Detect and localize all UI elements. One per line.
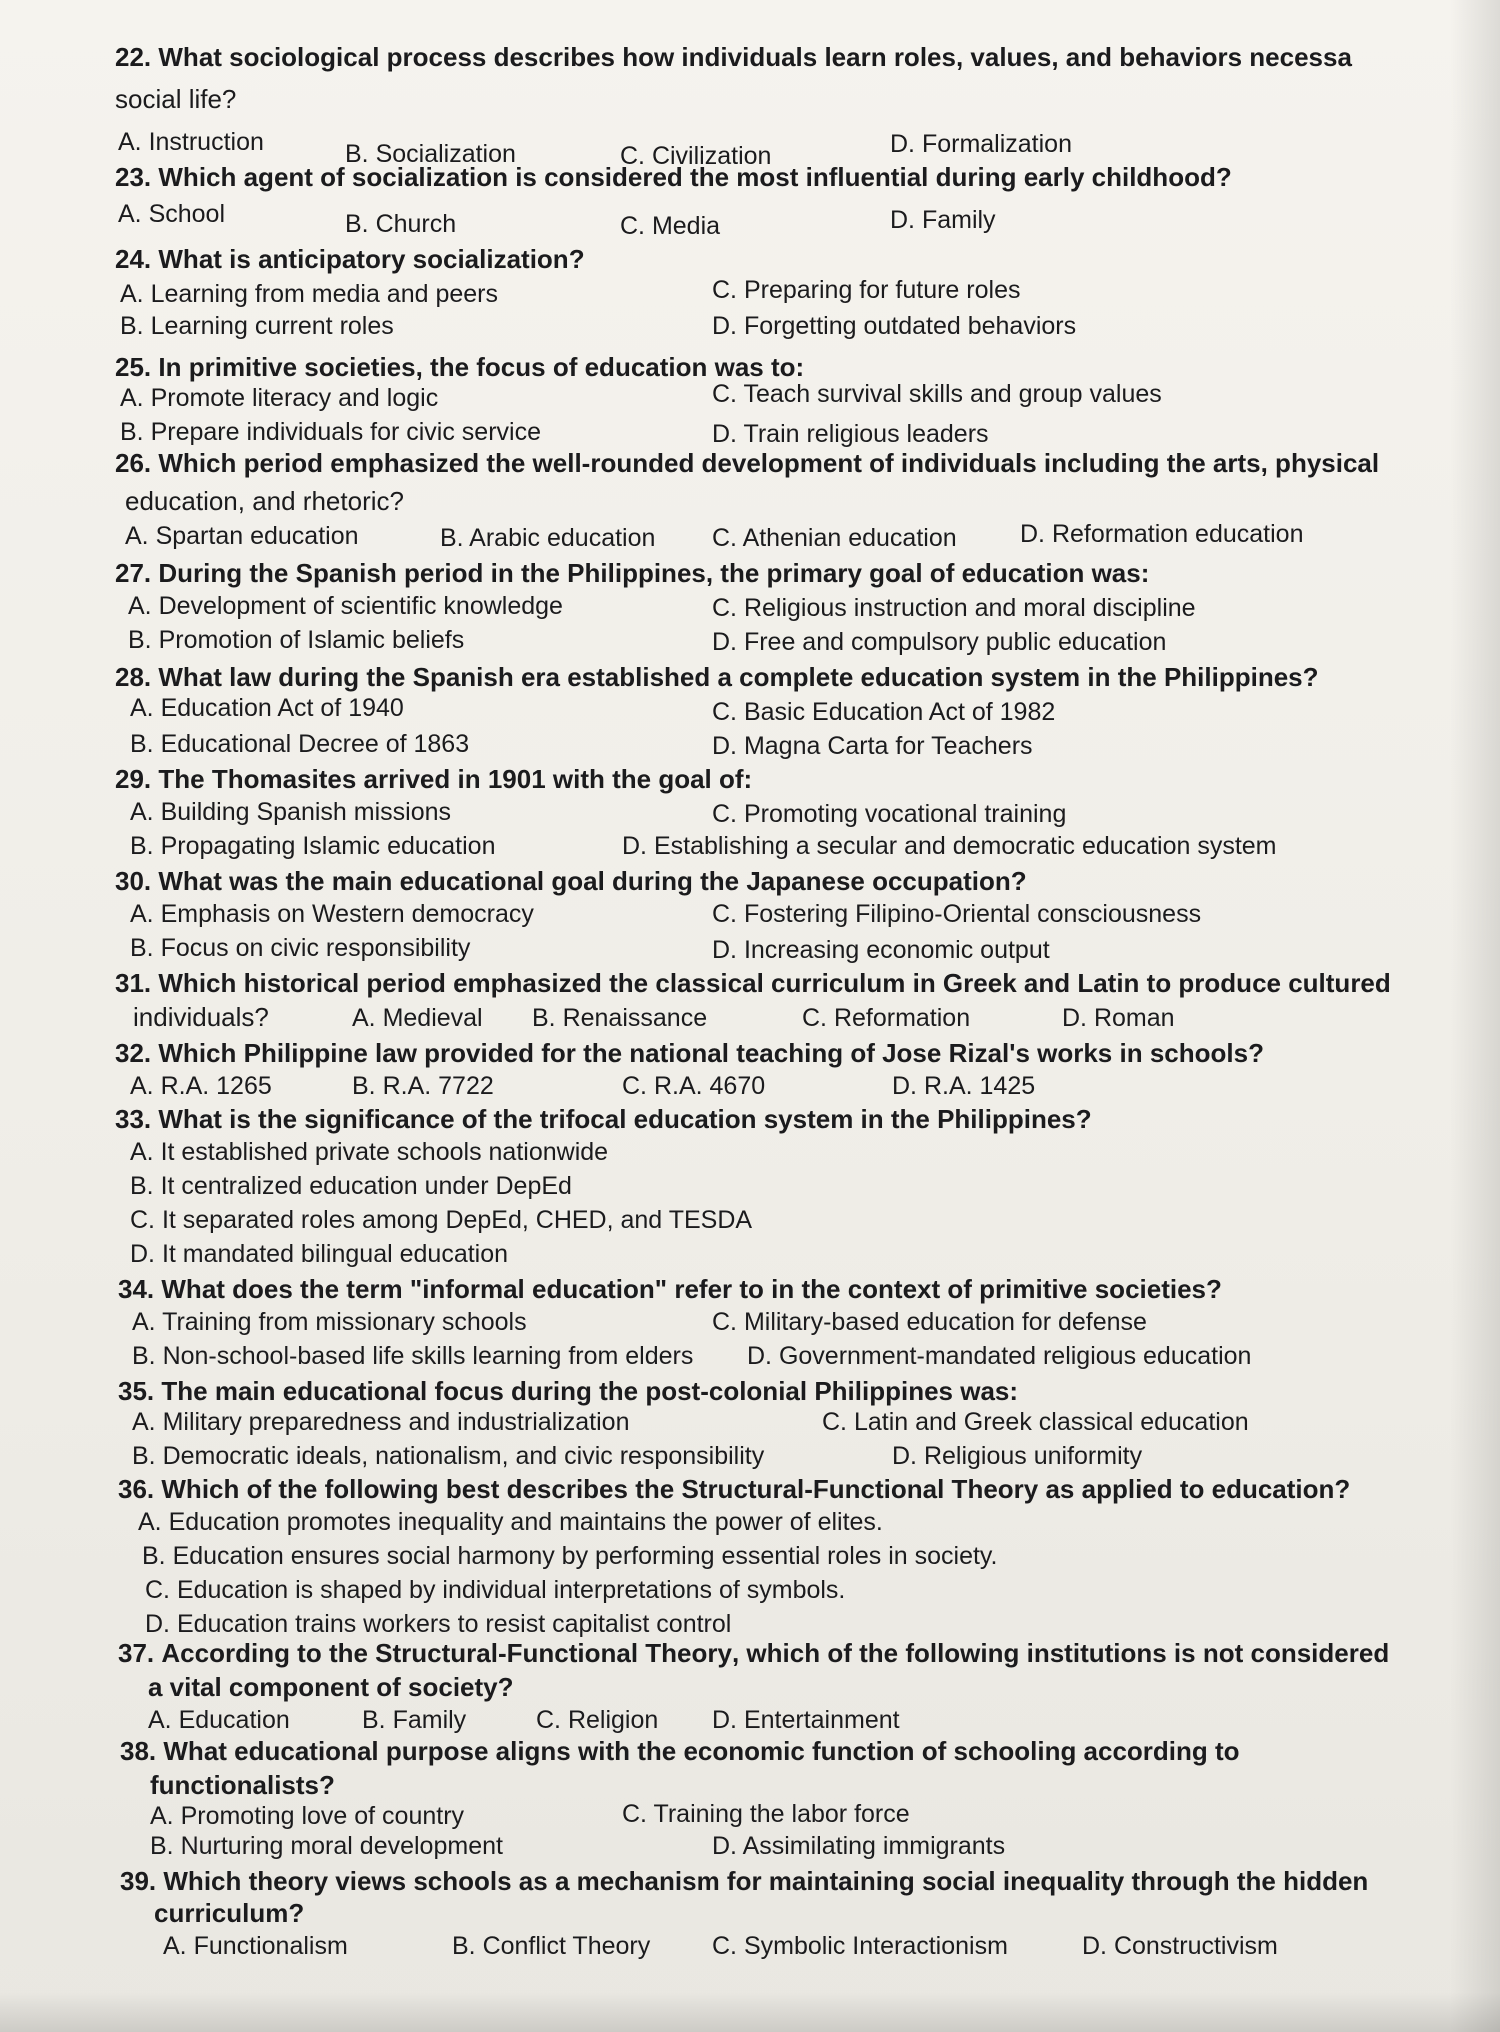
option-c: C. Military-based education for defense xyxy=(712,1308,1147,1336)
question-number: 26. xyxy=(115,448,152,478)
option-c: C. Promoting vocational training xyxy=(712,800,1067,828)
question-number: 34. xyxy=(118,1274,155,1304)
question-number: 25. xyxy=(115,352,152,382)
option-d: D. Forgetting outdated behaviors xyxy=(712,312,1077,340)
question-stem-continued: functionalists? xyxy=(150,1770,335,1800)
option-c: C. Symbolic Interactionism xyxy=(712,1932,1008,1960)
option-d: D. Formalization xyxy=(890,130,1072,158)
option-b: B. Educational Decree of 1863 xyxy=(130,730,470,758)
question-emphasis-3: curriculum xyxy=(154,1898,289,1928)
question-stem: Which Philippine law provided for the national teaching of Jose Rizal's works in schools? xyxy=(158,1038,1264,1068)
option-d: D. Assimilating immigrants xyxy=(712,1832,1006,1860)
question-34 xyxy=(118,1272,1222,1306)
question-number: 33. xyxy=(115,1104,152,1134)
option-a: A. Functionalism xyxy=(163,1932,348,1960)
option-a: A. Education promotes inequality and maintains the power of elites. xyxy=(138,1508,883,1536)
option-c: C. Latin and Greek classical education xyxy=(822,1408,1249,1436)
question-stem: What law during the Spanish era established a complete education system in the Philippines? xyxy=(158,662,1319,692)
option-d: D. Magna Carta for Teachers xyxy=(712,732,1033,760)
option-c: C. Preparing for future roles xyxy=(712,276,1021,304)
question-number: 29. xyxy=(115,764,152,794)
option-c: C. Religious instruction and moral discipline xyxy=(712,594,1196,622)
question-stem: Which theory views schools as a mechanism for maintaining xyxy=(163,1866,922,1896)
option-a: A. Emphasis on Western democracy xyxy=(130,900,534,928)
question-stem: What educational purpose aligns with the xyxy=(163,1736,684,1766)
option-c: C. Reformation xyxy=(802,1004,971,1032)
question-37 xyxy=(118,1636,1389,1670)
question-emphasis: social inequality xyxy=(921,1866,1125,1896)
question-stem-end: as applied to education? xyxy=(1038,1474,1351,1504)
question-stem-continued: social life? xyxy=(115,84,237,114)
question-stem: What sociological process describes how individuals learn roles, values, and behaviors necessa xyxy=(158,42,1352,72)
option-d: D. Roman xyxy=(1062,1004,1175,1032)
question-stem-end: ? xyxy=(568,244,585,274)
option-d: D. Establishing a secular and democratic education system xyxy=(622,832,1277,860)
option-d: D. Free and compulsory public education xyxy=(712,628,1167,656)
question-stem-end: of schooling according to xyxy=(914,1736,1240,1766)
option-a: A. Spartan education xyxy=(125,522,359,550)
question-number: 37. xyxy=(118,1638,155,1668)
question-number: 35. xyxy=(118,1376,155,1406)
question-number: 24. xyxy=(115,244,152,274)
question-stem: What is xyxy=(158,244,259,274)
question-24 xyxy=(115,242,585,276)
question-stem: During the Spanish period in the Philippines, the primary goal of education was: xyxy=(158,558,1150,588)
option-a: A. It established private schools nationwide xyxy=(130,1138,609,1166)
question-stem-end: considered xyxy=(1243,1638,1390,1668)
question-number: 28. xyxy=(115,662,152,692)
question-emphasis: anticipatory socialization xyxy=(258,244,569,274)
question-number: 22. xyxy=(115,42,152,72)
option-b: B. Renaissance xyxy=(532,1004,708,1032)
option-c: C. Training the labor force xyxy=(622,1800,910,1828)
question-number: 23. xyxy=(115,162,152,192)
option-c: C. Athenian education xyxy=(712,524,957,552)
option-b: B. It centralized education under DepEd xyxy=(130,1172,572,1200)
option-a: A. Medieval xyxy=(352,1004,483,1032)
page-bottom-shadow xyxy=(0,1992,1500,2032)
question-stem: In primitive societies, the focus of education was to: xyxy=(158,352,805,382)
option-d: D. Increasing economic output xyxy=(712,936,1050,964)
question-22 xyxy=(115,40,1352,74)
option-a: A. School xyxy=(118,200,226,228)
question-emphasis: Structural-Functional Theory xyxy=(681,1474,1039,1504)
option-d: D. Train religious leaders xyxy=(712,420,989,448)
option-b: B. Arabic education xyxy=(440,524,656,552)
question-stem: What was the main educational goal during the Japanese occupation? xyxy=(158,866,1027,896)
option-a: A. Instruction xyxy=(118,128,264,156)
option-b: B. Promotion of Islamic beliefs xyxy=(128,626,465,654)
question-number: 39. xyxy=(120,1866,157,1896)
option-a: A. Learning from media and peers xyxy=(120,280,498,308)
option-d: D. Entertainment xyxy=(712,1706,900,1734)
option-b: B. Socialization xyxy=(345,140,516,168)
option-d: D. R.A. 1425 xyxy=(892,1072,1036,1100)
option-b: B. Family xyxy=(362,1706,467,1734)
question-emphasis-2: not xyxy=(1202,1638,1244,1668)
question-31 xyxy=(115,966,1391,1000)
question-25 xyxy=(115,350,804,384)
option-b: B. Propagating Islamic education xyxy=(130,832,496,860)
option-c: C. Civilization xyxy=(620,142,772,170)
question-stem: The main educational focus during the post-colonial Philippines was: xyxy=(161,1376,1019,1406)
option-c: C. Fostering Filipino-Oriental consciousness xyxy=(712,900,1202,928)
option-a: A. Military preparedness and industrialization xyxy=(132,1408,630,1436)
question-stem-mid: through the xyxy=(1124,1866,1284,1896)
question-stem-mid: , which of the following institutions is xyxy=(731,1638,1203,1668)
question-emphasis: Structural-Functional Theory xyxy=(375,1638,732,1668)
question-35 xyxy=(118,1374,1018,1408)
option-b: B. Non-school-based life skills learning from elders xyxy=(132,1342,694,1370)
question-23 xyxy=(115,160,1232,194)
option-a: A. Training from missionary schools xyxy=(132,1308,527,1336)
question-stem: According to the xyxy=(161,1638,376,1668)
question-stem-continued: education, and rhetoric? xyxy=(125,486,404,516)
question-36 xyxy=(118,1472,1350,1506)
option-d: D. Constructivism xyxy=(1082,1932,1278,1960)
question-33 xyxy=(115,1102,1092,1136)
question-38 xyxy=(120,1734,1240,1768)
option-c: C. It separated roles among DepEd, CHED, and TESDA xyxy=(130,1206,753,1234)
question-27 xyxy=(115,556,1149,590)
question-stem: The Thomasites arrived in 1901 with the goal of: xyxy=(158,764,753,794)
question-stem: Which historical period emphasized the classical curriculum in Greek and Latin to produce cultured xyxy=(158,968,1391,998)
question-stem: What is the significance of the trifocal education system in the Philippines? xyxy=(158,1104,1092,1134)
question-stem-end: refer to in the context of primitive societies? xyxy=(667,1274,1222,1304)
option-a: A. Building Spanish missions xyxy=(130,798,451,826)
option-d: D. Reformation education xyxy=(1020,520,1304,548)
option-b: B. Prepare individuals for civic service xyxy=(120,418,541,446)
question-number: 38. xyxy=(120,1736,157,1766)
option-b: B. Democratic ideals, nationalism, and civic responsibility xyxy=(132,1442,765,1470)
question-30 xyxy=(115,864,1027,898)
option-a: A. Education xyxy=(148,1706,290,1734)
question-stem-continued: individuals? xyxy=(133,1002,269,1032)
option-c: C. Media xyxy=(620,212,721,240)
question-number: 27. xyxy=(115,558,152,588)
question-stem-end: ? xyxy=(288,1898,305,1928)
option-c: C. Teach survival skills and group values xyxy=(712,380,1162,408)
option-b: B. R.A. 7722 xyxy=(352,1072,494,1100)
question-stem: Which of the following best describes the xyxy=(161,1474,682,1504)
question-stem-continued: a vital component of society? xyxy=(148,1672,514,1702)
question-stem: What does the term xyxy=(161,1274,410,1304)
option-b: B. Conflict Theory xyxy=(452,1932,651,1960)
question-39 xyxy=(120,1864,1368,1898)
question-number: 32. xyxy=(115,1038,152,1068)
option-a: A. Education Act of 1940 xyxy=(130,694,404,722)
page-edge-shadow xyxy=(1450,0,1500,2032)
option-a: A. Promoting love of country xyxy=(150,1802,465,1830)
option-c: C. Basic Education Act of 1982 xyxy=(712,698,1056,726)
question-number: 31. xyxy=(115,968,152,998)
question-stem: Which agent of socialization is considered the most influential during early childhood? xyxy=(158,162,1232,192)
option-b: B. Church xyxy=(345,210,457,238)
option-c: C. Religion xyxy=(536,1706,659,1734)
question-emphasis: economic function xyxy=(683,1736,915,1766)
option-a: A. Development of scientific knowledge xyxy=(128,592,563,620)
question-number: 36. xyxy=(118,1474,155,1504)
question-emphasis: "informal education" xyxy=(409,1274,668,1304)
option-b: B. Focus on civic responsibility xyxy=(130,934,471,962)
option-a: A. Promote literacy and logic xyxy=(120,384,439,412)
question-28 xyxy=(115,660,1319,694)
option-b: B. Learning current roles xyxy=(120,312,394,340)
option-d: D. Education trains workers to resist capitalist control xyxy=(145,1610,732,1638)
question-emphasis-2: hidden xyxy=(1283,1866,1369,1896)
option-d: D. Government-mandated religious education xyxy=(747,1342,1252,1370)
option-b: B. Nurturing moral development xyxy=(150,1832,503,1860)
option-c: C. R.A. 4670 xyxy=(622,1072,766,1100)
question-32 xyxy=(115,1036,1264,1070)
question-stem-continued xyxy=(154,1896,304,1930)
option-d: D. Family xyxy=(890,206,996,234)
question-number: 30. xyxy=(115,866,152,896)
option-d: D. Religious uniformity xyxy=(892,1442,1143,1470)
question-stem: Which period emphasized the well-rounded development of individuals including the arts, physical xyxy=(158,448,1380,478)
option-d: D. It mandated bilingual education xyxy=(130,1240,509,1268)
option-a: A. R.A. 1265 xyxy=(130,1072,272,1100)
option-b: B. Education ensures social harmony by performing essential roles in society. xyxy=(142,1542,998,1570)
question-26 xyxy=(115,446,1379,480)
option-c: C. Education is shaped by individual interpretations of symbols. xyxy=(145,1576,846,1604)
question-29 xyxy=(115,762,752,796)
